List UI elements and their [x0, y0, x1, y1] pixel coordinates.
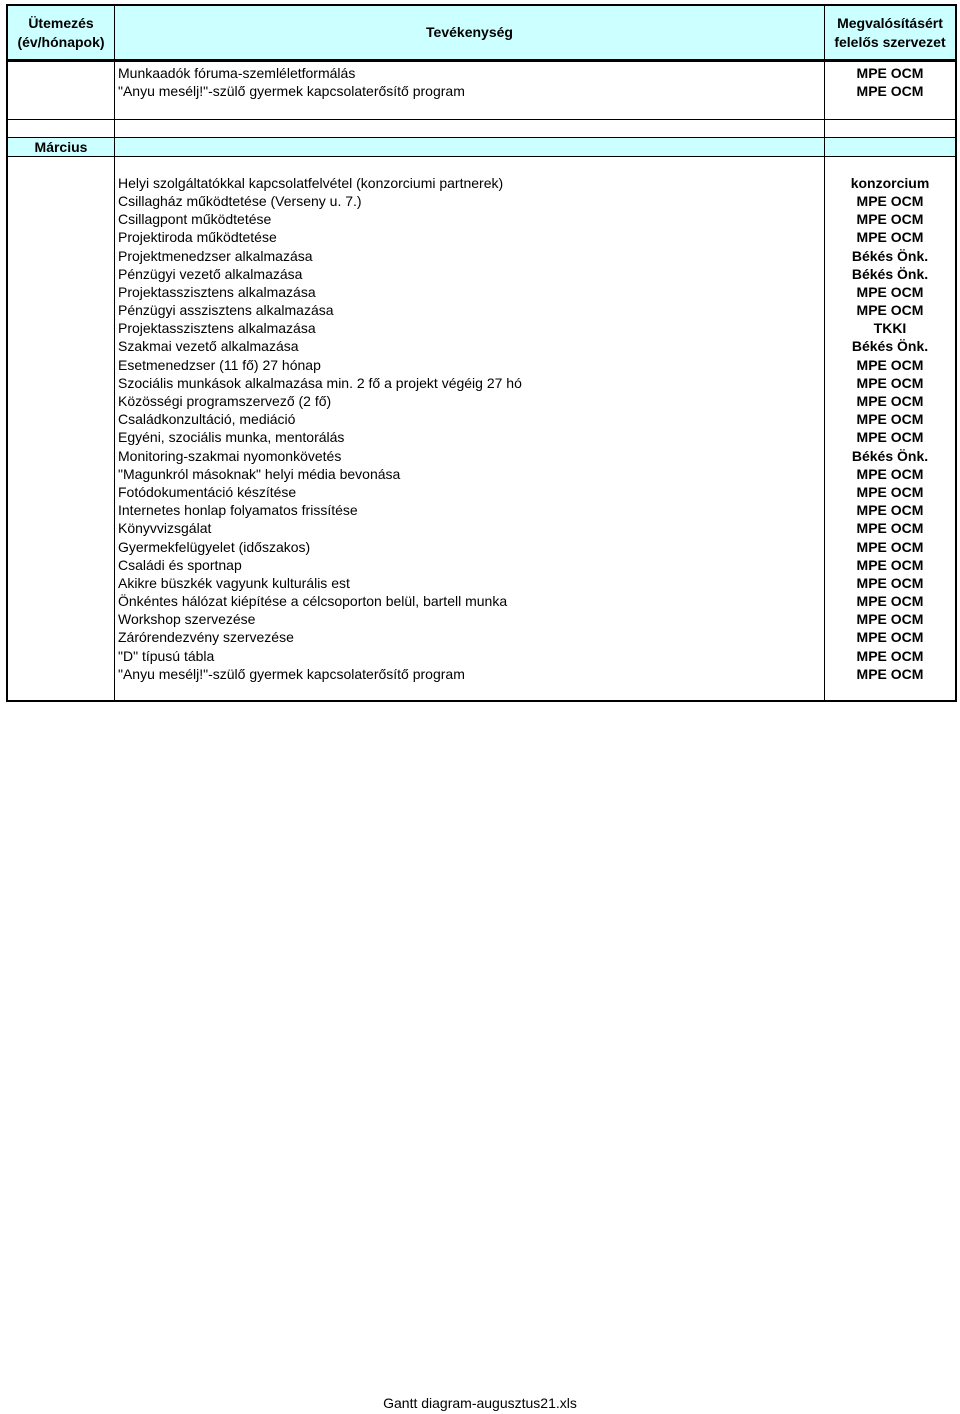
responsible-cell: MPE OCM — [856, 502, 924, 519]
table-row — [8, 410, 955, 428]
empty-row — [8, 156, 955, 174]
responsible-cell: MPE OCM — [856, 574, 924, 591]
activity-cell: Akikre büszkék vagyunk kulturális est — [115, 574, 825, 592]
table-row — [8, 610, 955, 628]
responsible-cell: MPE OCM — [856, 629, 924, 646]
table-row — [8, 228, 955, 246]
empty-row — [8, 100, 955, 118]
activity-cell: "Magunkról másoknak" helyi média bevonása — [115, 465, 825, 483]
activity-cell: Egyéni, szociális munka, mentorálás — [115, 428, 825, 446]
month-row — [8, 137, 955, 156]
responsible-cell: Békés Önk. — [851, 338, 929, 355]
activity-cell: Monitoring-szakmai nyomonkövetés — [115, 447, 825, 465]
table-row — [8, 428, 955, 446]
responsible-cell: MPE OCM — [856, 83, 924, 100]
footer-filename: Gantt diagram-augusztus21.xls — [383, 1395, 577, 1411]
top-rows — [8, 64, 955, 100]
activity-cell: Projektasszisztens alkalmazása — [115, 283, 825, 301]
responsible-cell: MPE OCM — [856, 393, 924, 409]
responsible-cell: MPE OCM — [856, 647, 924, 664]
table-row — [8, 265, 955, 283]
activity-cell: Pénzügyi vezető alkalmazása — [115, 265, 825, 283]
activity-cell: Csillagház működtetése (Verseny u. 7.) — [115, 192, 825, 210]
table-row — [8, 301, 955, 319]
activity-cell: Projektiroda működtetése — [115, 228, 825, 246]
table-header — [8, 6, 955, 62]
table-row — [8, 337, 955, 355]
responsible-cell: MPE OCM — [856, 411, 924, 428]
responsible-cell: Békés Önk. — [851, 247, 929, 264]
responsible-cell: MPE OCM — [856, 65, 924, 81]
table-row — [8, 64, 955, 82]
activity-cell: "D" típusú tábla — [115, 647, 825, 665]
activity-cell: Családkonzultáció, mediáció — [115, 410, 825, 428]
responsible-cell: MPE OCM — [856, 593, 924, 610]
responsible-cell: MPE OCM — [856, 538, 924, 555]
activity-cell: Workshop szervezése — [115, 610, 825, 628]
table-row — [8, 174, 955, 192]
responsible-cell: MPE OCM — [856, 283, 924, 300]
table-row — [8, 82, 955, 100]
table-row — [8, 192, 955, 210]
header-responsible-line2: felelős szervezet — [834, 33, 946, 50]
activity-cell: Gyermekfelügyelet (időszakos) — [115, 538, 825, 556]
responsible-cell: konzorcium — [850, 174, 930, 191]
responsible-cell: TKKI — [873, 320, 907, 337]
table-row — [8, 356, 955, 374]
table-row — [8, 283, 955, 301]
responsible-cell: MPE OCM — [856, 302, 924, 319]
responsible-cell: MPE OCM — [856, 665, 924, 682]
activity-cell: Közösségi programszervező (2 fő) — [115, 392, 825, 410]
table-row — [8, 574, 955, 592]
empty-row — [8, 683, 955, 700]
table-row — [8, 592, 955, 610]
month-label: Március — [8, 138, 115, 156]
activity-cell: Esetmenedzser (11 fő) 27 hónap — [115, 356, 825, 374]
activity-cell: Pénzügyi asszisztens alkalmazása — [115, 301, 825, 319]
responsible-cell: MPE OCM — [856, 483, 924, 500]
table-row — [8, 247, 955, 265]
responsible-cell: MPE OCM — [856, 520, 924, 537]
header-responsible-line1: Megvalósításért — [837, 14, 943, 31]
responsible-cell: MPE OCM — [856, 465, 924, 482]
activity-cell: Projektasszisztens alkalmazása — [115, 319, 825, 337]
empty-row — [8, 119, 955, 137]
activity-cell: Helyi szolgáltatókkal kapcsolatfelvétel (konzorciumi partnerek) — [115, 174, 825, 192]
table-row — [8, 319, 955, 337]
activity-cell: Munkaadók fóruma-szemléletformálás — [115, 64, 825, 82]
activity-cell: Internetes honlap folyamatos frissítése — [115, 501, 825, 519]
march-rows — [8, 174, 955, 683]
table-row — [8, 628, 955, 646]
activity-cell: Szakmai vezető alkalmazása — [115, 337, 825, 355]
activity-cell: Zárórendezvény szervezése — [115, 628, 825, 646]
table-row — [8, 465, 955, 483]
table-row — [8, 519, 955, 537]
table-row — [8, 483, 955, 501]
activity-cell: Szociális munkások alkalmazása min. 2 fő a projekt végéig 27 hó — [115, 374, 825, 392]
activity-cell: Projektmenedzser alkalmazása — [115, 247, 825, 265]
activity-cell: Könyvvizsgálat — [115, 519, 825, 537]
responsible-cell: Békés Önk. — [851, 265, 929, 282]
table-row — [8, 665, 955, 683]
table-row — [8, 392, 955, 410]
responsible-cell: MPE OCM — [856, 356, 924, 373]
responsible-cell: MPE OCM — [856, 429, 924, 446]
activity-cell: "Anyu mesélj!"-szülő gyermek kapcsolaterősítő program — [115, 665, 825, 683]
gantt-table — [6, 4, 957, 702]
activity-cell: Fotódokumentáció készítése — [115, 483, 825, 501]
table-row — [8, 447, 955, 465]
header-schedule-line1: Ütemezés — [28, 14, 94, 31]
responsible-cell: MPE OCM — [856, 211, 924, 228]
header-schedule — [8, 6, 115, 59]
table-row — [8, 374, 955, 392]
header-responsible — [825, 6, 955, 59]
table-row — [8, 501, 955, 519]
table-row — [8, 647, 955, 665]
activity-cell: Csillagpont működtetése — [115, 210, 825, 228]
responsible-cell: MPE OCM — [856, 229, 924, 246]
table-row — [8, 538, 955, 556]
table-row — [8, 210, 955, 228]
responsible-cell: MPE OCM — [856, 611, 924, 628]
responsible-cell: MPE OCM — [856, 192, 924, 209]
activity-cell: Családi és sportnap — [115, 556, 825, 574]
responsible-cell: MPE OCM — [856, 556, 924, 573]
activity-cell: Önkéntes hálózat kiépítése a célcsoporton belül, bartell munka — [115, 592, 825, 610]
responsible-cell: Békés Önk. — [851, 447, 929, 464]
header-schedule-line2: (év/hónapok) — [17, 33, 105, 50]
responsible-cell: MPE OCM — [856, 374, 924, 391]
table-row — [8, 556, 955, 574]
header-activity: Tevékenység — [115, 6, 825, 59]
activity-cell: "Anyu mesélj!"-szülő gyermek kapcsolaterősítő program — [115, 82, 825, 100]
